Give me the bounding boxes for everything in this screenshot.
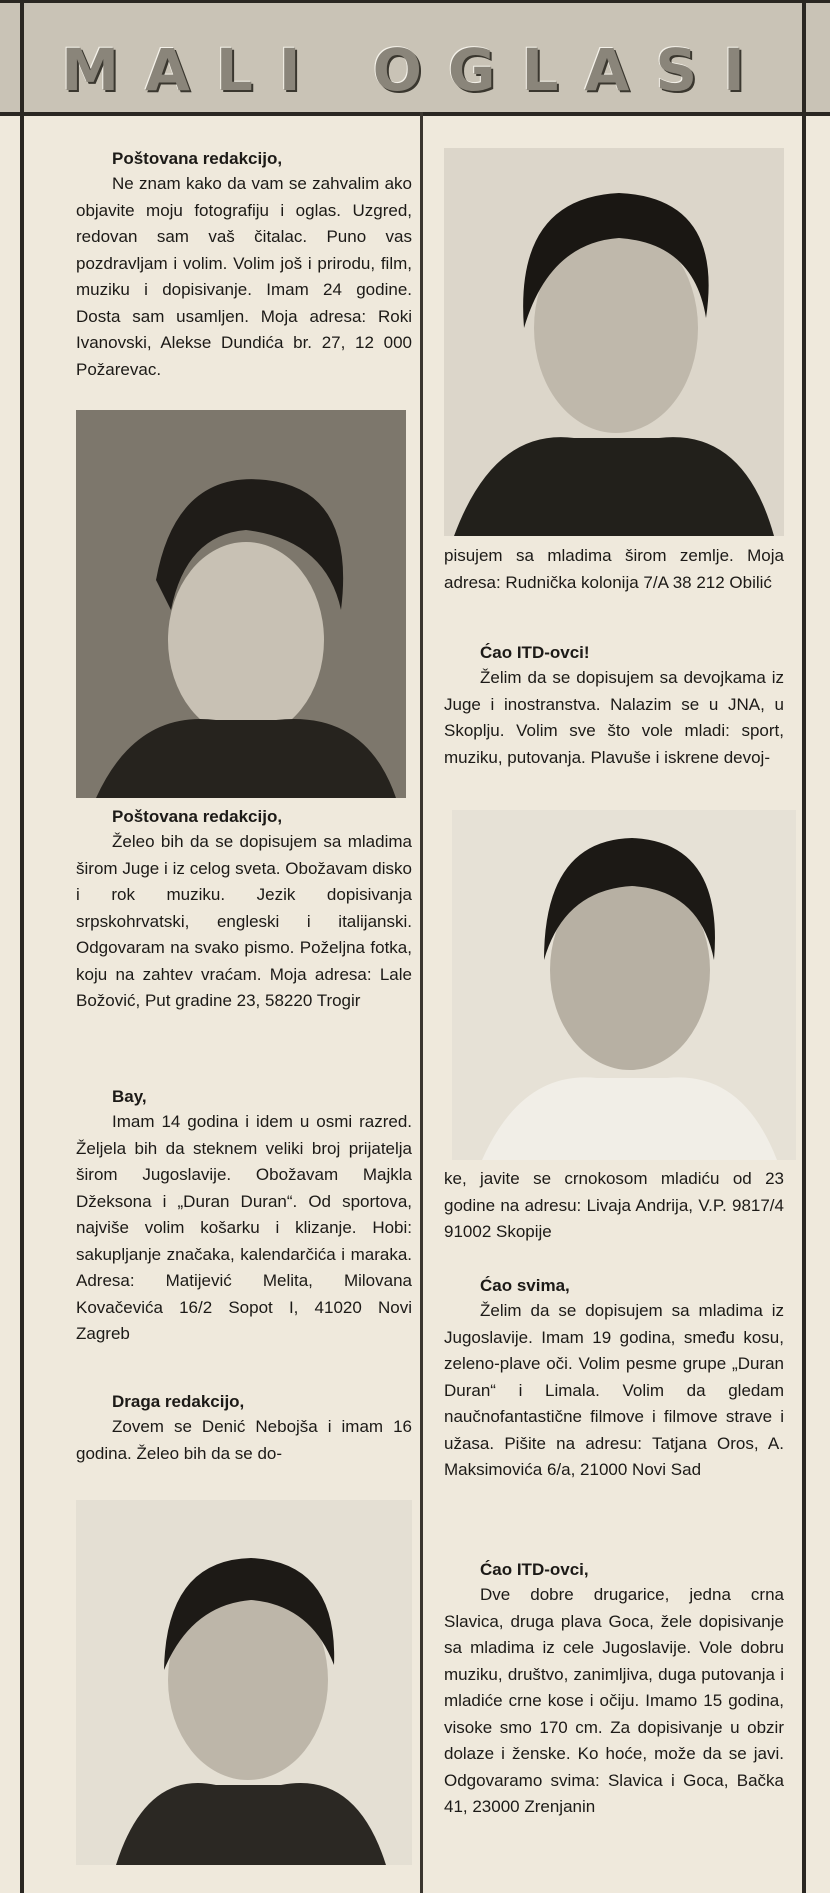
ad-4 [76,1390,412,1467]
photo-portrait [444,148,784,536]
section-title: MALI OGLASI [61,36,771,104]
ad-body-continued: ke, javite se crnokosom mladiću od 23 godine na adresu: Livaja Andrija, V.P. 9817/4 91002 Skopije [444,1169,784,1241]
ad-body: Zovem se Denić Nebojša i imam 16 godina. Želeo bih da se do- [76,1417,412,1463]
header-top-rule [0,0,830,3]
ad-heading: Ćao ITD-ovci! [480,643,590,662]
portrait-silhouette [452,810,796,1160]
ad-heading: Poštovana redakcijo, [112,149,283,168]
portrait-silhouette [76,410,406,798]
ad-2 [76,805,412,1015]
photo-portrait [452,810,796,1160]
ad-5 [444,641,784,771]
ad-1 [76,147,412,383]
ad-heading: Bay, [112,1087,147,1106]
ad-6 [444,1274,784,1484]
ad-body: Želim da se dopisujem sa devojkama iz Juge i inostranstva. Nalazim se u JNA, u Skoplju. Volim sve što vole mladi: sport, muziku, putovanja. Plavuše i iskrene devoj- [444,668,784,767]
ad-heading: Ćao svima, [480,1276,570,1295]
ad-body: Imam 14 godina i idem u osmi razred. Željela bih da steknem veliki broj prijatelja širom Jugoslavije. Obožavam Majkla Džeksona i „Duran Duran“. Od sportova, najviše volim košarku i klizanje. Hobi: sakupljanje značaka, kalendarčića i maraka. Adresa: Matijević Melita, Milovana Kovačevića 16/2 Sopot I, 41020 Novi Zagreb [76,1112,412,1343]
ad-heading: Ćao ITD-ovci, [480,1560,589,1579]
right-border-rule [802,0,806,1893]
photo-portrait [76,1500,412,1865]
ad-heading: Poštovana redakcijo, [112,807,283,826]
ad-3 [76,1085,412,1348]
column-divider-rule [420,112,423,1893]
left-border-rule [20,0,24,1893]
photo-portrait [76,410,406,798]
ad-5-continued [444,1166,784,1246]
ad-heading: Draga redakcijo, [112,1392,245,1411]
portrait-silhouette [76,1500,412,1865]
ad-4-continued [444,543,784,596]
ad-body: Želeo bih da se dopisujem sa mladima širom Juge i iz celog sveta. Obožavam disko i rok muziku. Jezik dopisivanja srpskohrvatski, engleski i italijanski. Odgovaram na svako pismo. Poželjna fotka, koju na zahtev vraćam. Moja adresa: Lale Božović, Put gradine 23, 58220 Trogir [76,832,412,1010]
section-header [0,0,830,116]
ad-7 [444,1558,784,1821]
ad-body: Dve dobre drugarice, jedna crna Slavica, druga plava Goca, žele dopisivanje sa mladima iz cele Jugoslavije. Vole dobru muziku, društvo, zanimljiva, duga putovanja i mladiće crne kose i očiju. Imamo 15 godina, visoke smo 170 cm. Za dopisivanje u obzir dolaze i ženske. Ko hoće, može da se javi. Odgovaramo svima: Slavica i Goca, Bačka 41, 23000 Zrenjanin [444,1585,784,1816]
portrait-silhouette [444,148,784,536]
ad-body-continued: pisujem sa mladima širom zemlje. Moja adresa: Rudnička kolonija 7/A 38 212 Obilić [444,546,784,592]
ad-body: Želim da se dopisujem sa mladima iz Jugoslavije. Imam 19 godina, smeđu kosu, zeleno-plave oči. Volim pesme grupe „Duran Duran“ i Limala. Volim da gledam naučnofantastične filmove i filmove strave i užasa. Pišite na adresu: Tatjana Oros, A. Maksimovića 6/a, 21000 Novi Sad [444,1301,784,1479]
ad-body: Ne znam kako da vam se zahvalim ako objavite moju fotografiju i oglas. Uzgred, redovan sam vaš čitalac. Puno vas pozdravljam i volim. Volim još i prirodu, film, muziku i dopisivanje. Imam 24 godine. Dosta sam usamljen. Moja adresa: Roki Ivanovski, Alekse Dundića br. 27, 12 000 Požarevac. [76,174,412,379]
